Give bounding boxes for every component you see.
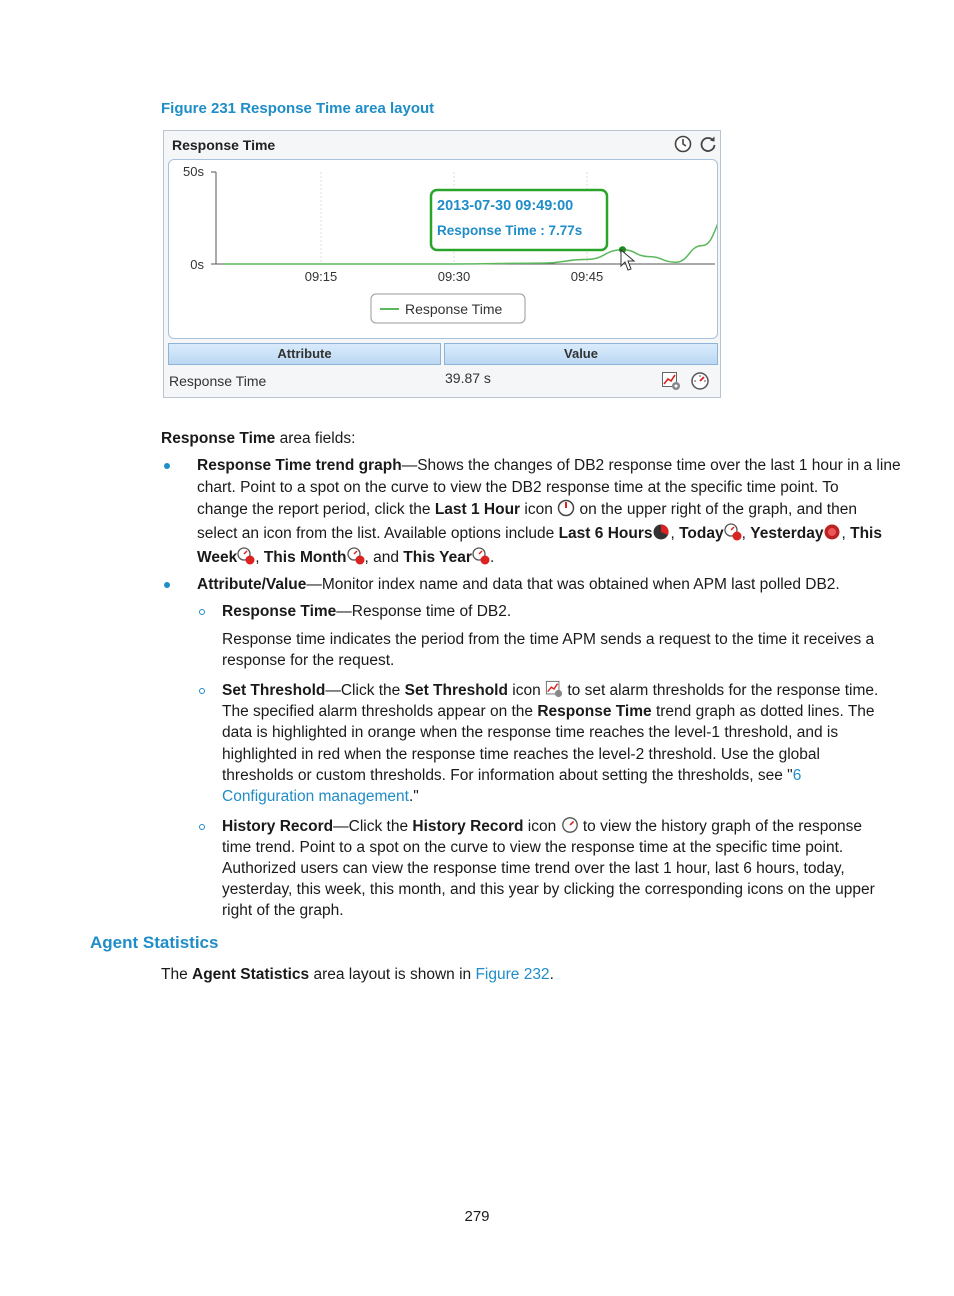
bullet-trend-graph [197,455,901,476]
text-span: ." [408,788,419,805]
text-line [197,523,882,544]
text-line: yesterday, this week, this month, and this year by clicking the corresponding icons on the upper [222,881,875,898]
text-span: . [489,549,495,566]
text-line [222,786,419,807]
attribute-cell: Response Time [169,373,267,389]
text-span: , [670,525,680,542]
text-line: data is highlighted in orange when the response time reaches the level-1 threshold, and is [222,724,839,741]
text-span: , and [364,549,404,566]
bold-term: History Record [412,818,524,835]
yesterday-icon [823,523,841,541]
column-header-attribute: Attribute [168,343,441,365]
text-span: —Click the [333,818,413,835]
set-threshold-inline-icon [545,680,563,698]
text-span: —Shows the changes of DB2 response time over the last 1 hour in a line [401,457,901,474]
bold-term: Yesterday [750,525,824,542]
text-line: chart. Point to a spot on the curve to view the DB2 response time at the specific time point. To [197,479,839,496]
text-span: The [161,966,193,983]
y-tick-label: 0s [190,257,204,272]
sub-set-threshold [222,680,878,701]
sub-bullet [199,824,205,830]
text-line: time trend. Point to a spot on the curve to view the response time at the specific time point. [222,839,844,856]
sub-response-time [222,601,511,622]
bold-term: This Month [263,549,347,566]
text-span: area layout is shown in [309,966,476,983]
text-line [222,701,875,722]
bold-term: This [850,525,882,542]
text-span: to view the history graph of the response [578,818,863,835]
history-record-icon[interactable] [690,371,710,391]
sub-bullet [199,609,205,615]
intro-line [161,428,355,449]
response-time-panel [163,130,721,398]
bold-term: Today [679,525,724,542]
legend-label: Response Time [405,301,503,317]
text-line [197,499,857,520]
bullet-dot [164,582,170,588]
bullet-attribute-value [197,574,840,595]
text-span: —Response time of DB2. [336,603,512,620]
figure-232-link[interactable]: Figure 232 [475,966,550,983]
set-threshold-icon[interactable] [661,371,681,391]
bold-term: Set Threshold [222,682,326,699]
x-tick-label: 09:30 [437,269,471,284]
text-line: highlighted in red when the response time reaches the level-2 threshold. Use the global [222,746,820,763]
bold-term: Response Time [537,703,652,720]
text-line: right of the graph. [222,902,344,919]
intro-rest: area fields: [275,430,356,447]
this-month-icon [347,547,365,565]
text-span: , [741,525,751,542]
bold-term: Set Threshold [404,682,508,699]
bold-term: Agent Statistics [192,966,310,983]
text-span: to set alarm thresholds for the response time. [563,682,879,699]
text-span: icon [520,501,558,518]
text-span: change the report period, click the [197,501,435,518]
clock-icon[interactable] [674,135,692,153]
x-tick-label: 09:45 [570,269,604,284]
text-span: select an icon from the list. Available options include [197,525,559,542]
panel-title: Response Time [172,137,276,153]
bullet-dot [164,463,170,469]
figure-caption: Figure 231 Response Time area layout [161,100,435,117]
today-icon [724,523,742,541]
text-span: on the upper right of the graph, and then [575,501,857,518]
text-span: —Click the [325,682,405,699]
text-span: , [841,525,851,542]
intro-bold: Response Time [161,430,276,447]
y-tick-label: 50s [183,164,204,179]
this-week-icon [237,547,255,565]
text-line: Authorized users can view the response time trend over the last 1 hour, last 6 hours, today, [222,860,845,877]
bold-term: History Record [222,818,334,835]
bold-term: Last 6 Hours [558,525,653,542]
tooltip-value: Response Time : 7.77s [437,223,583,238]
text-span: The specified alarm thresholds appear on the [222,703,538,720]
text-span: icon [507,682,546,699]
text-span: trend graph as dotted lines. The [651,703,875,720]
sub-history-record [222,816,862,837]
text-span: —Monitor index name and data that was obtained when APM last polled DB2. [306,576,840,593]
text-line [197,547,494,568]
chart-area [168,159,718,339]
section-heading: Agent Statistics [90,933,219,952]
refresh-icon[interactable] [699,135,717,153]
bold-term: Response Time trend graph [197,457,402,474]
bold-term: Week [197,549,238,566]
value-cell: 39.87 s [445,370,491,386]
text-span: . [549,966,554,983]
response-time-chart[interactable] [169,160,717,338]
text-span: icon [523,818,561,835]
tooltip-time: 2013-07-30 09:49:00 [437,198,574,214]
bold-term: Response Time [222,603,337,620]
agent-intro [161,964,554,985]
bold-term: Attribute/Value [197,576,307,593]
sub-bullet [199,688,205,694]
text-line [222,765,801,786]
text-span: , [255,549,264,566]
last-1-hour-icon [557,499,575,517]
column-header-value: Value [444,343,718,365]
bold-term: Last 1 Hour [434,501,521,518]
text-line: response for the request. [222,652,395,669]
mouse-cursor-icon [621,250,634,270]
bold-term: This Year [403,549,472,566]
configuration-link[interactable]: 6 [792,767,802,784]
this-year-icon [472,547,490,565]
x-tick-label: 09:15 [304,269,338,284]
last-6-hours-icon [652,523,670,541]
text-line: Response time indicates the period from the time APM sends a request to the time it receives a [222,631,875,648]
history-record-inline-icon [561,816,579,834]
text-span: thresholds or custom thresholds. For information about setting the thresholds, see " [222,767,793,784]
configuration-link[interactable]: Configuration management [222,788,409,805]
page-number: 279 [464,1208,490,1225]
